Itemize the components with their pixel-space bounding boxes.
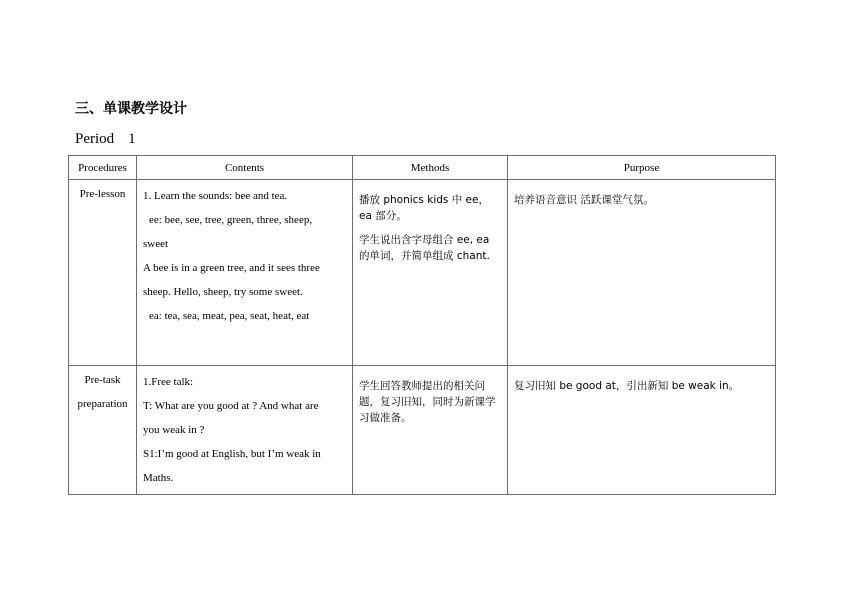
procedure-text: Pre-lesson — [79, 188, 126, 200]
header-procedures: Procedures — [69, 156, 137, 180]
header-purpose: Purpose — [508, 156, 776, 180]
table-row — [69, 366, 776, 495]
content-line: sheep. Hello, sheep, try some sweet. — [143, 286, 303, 298]
procedure-cell — [69, 366, 137, 495]
content-line: A bee is in a green tree, and it sees three — [143, 262, 320, 274]
content-line: sweet — [143, 238, 169, 250]
methods-cell — [353, 180, 508, 366]
table-row — [69, 180, 776, 366]
content-line: Maths. — [143, 472, 174, 484]
header-contents: Contents — [137, 156, 353, 180]
section-heading: 三、单课教学设计 — [75, 101, 187, 117]
purpose-line: 培养语音意识 活跃课堂气氛。 — [514, 194, 654, 206]
content-line: ee: bee, see, tree, green, three, sheep, — [149, 214, 313, 226]
methods-cell — [353, 366, 508, 495]
methods-line: 学生说出含字母组合 ee, ea 的单词，并简单组成 chant. — [359, 234, 490, 262]
procedure-text: preparation — [77, 398, 128, 410]
period-word: Period — [75, 131, 115, 147]
methods-line: 学生回答教师提出的相关问题，复习旧知，同时为新课学习做准备。 — [359, 380, 496, 424]
purpose-cell — [508, 366, 776, 495]
content-line: you weak in ? — [143, 424, 205, 436]
contents-cell — [137, 180, 353, 366]
period-number: 1 — [128, 131, 136, 147]
methods-line: 播放 phonics kids 中 ee，ea 部分。 — [359, 194, 489, 222]
content-line: 1. Learn the sounds: bee and tea. — [143, 190, 288, 202]
procedure-cell — [69, 180, 137, 366]
period-label — [75, 131, 136, 148]
procedure-text: Pre-task — [84, 374, 121, 386]
content-line: T: What are you good at ? And what are — [143, 400, 319, 412]
purpose-line: 复习旧知 be good at，引出新知 be weak in。 — [514, 380, 740, 392]
header-methods: Methods — [353, 156, 508, 180]
lesson-plan-table — [68, 155, 776, 495]
table-header-row — [69, 156, 776, 180]
content-line: S1:I’m good at English, but I’m weak in — [143, 448, 321, 460]
content-line: ea: tea, sea, meat, pea, seat, heat, eat — [149, 310, 310, 322]
content-line: 1.Free talk: — [143, 376, 194, 388]
purpose-cell — [508, 180, 776, 366]
contents-cell — [137, 366, 353, 495]
